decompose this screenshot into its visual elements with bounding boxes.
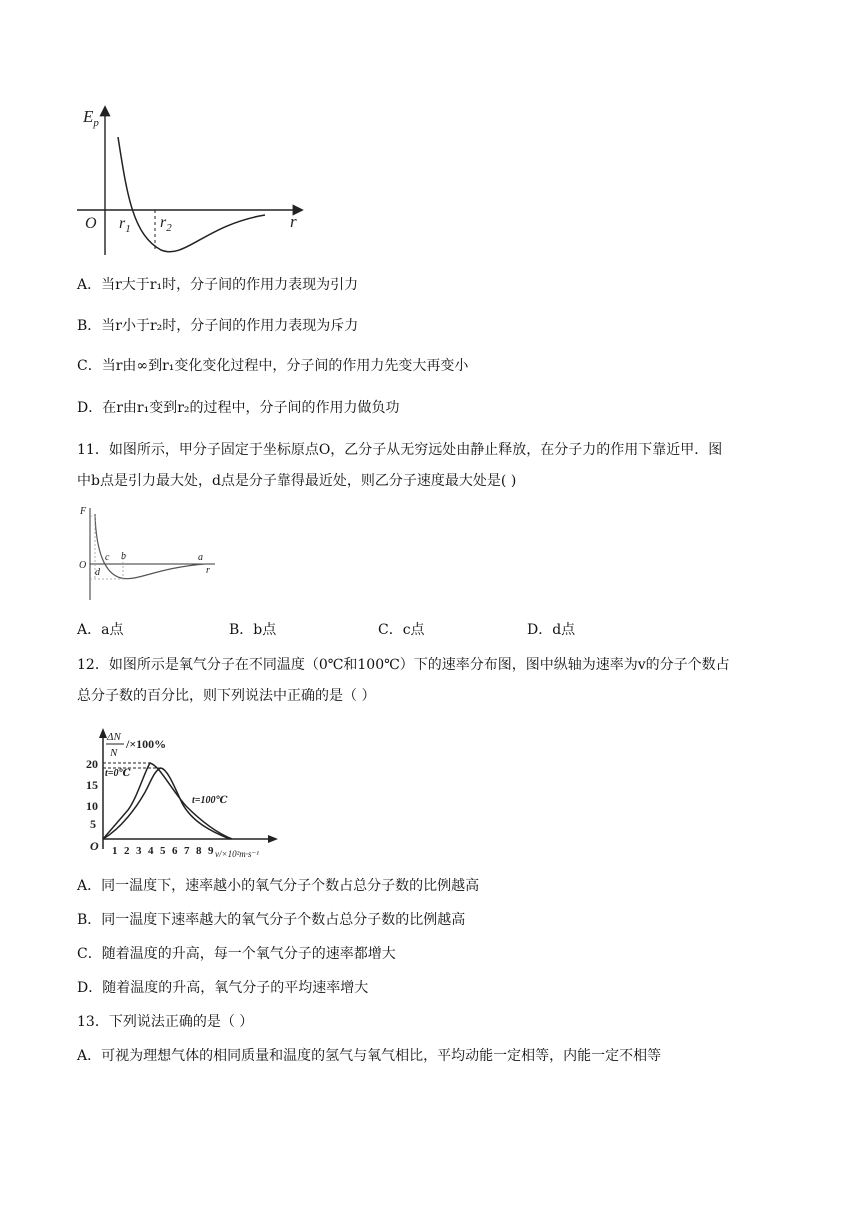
x-axis-label: v/×10²m·s⁻¹	[215, 849, 259, 859]
ytick-5: 5	[90, 817, 96, 831]
xtick-6: 6	[172, 845, 178, 857]
q12-stem-line1: 12．如图所示是氧气分子在不同温度（0℃和100℃）下的速率分布图，图中纵轴为速率为v的分子个数占	[77, 657, 730, 673]
q12-stem-line2: 总分子数的百分比，则下列说法中正确的是（ ）	[77, 688, 376, 704]
q12-option-b: B．同一温度下速率越大的氧气分子个数占总分子数的比例越高	[77, 912, 466, 928]
xtick-4: 4	[148, 845, 154, 857]
q11-option-c: C．c点	[378, 622, 425, 638]
xtick-5: 5	[160, 845, 166, 857]
q12-option-c: C．随着温度的升高，每一个氧气分子的速率都增大	[77, 946, 396, 962]
origin-o: O	[90, 839, 99, 853]
xtick-7: 7	[184, 845, 190, 857]
q12-option-d: D．随着温度的升高，氧气分子的平均速率增大	[77, 980, 369, 996]
q11-stem-line2: 中b点是引力最大处，d点是分子靠得最近处，则乙分子速度最大处是( )	[77, 473, 517, 489]
q10-option-a: A．当r大于r₁时，分子间的作用力表现为引力	[77, 277, 359, 293]
origin-label: O	[85, 215, 97, 232]
xtick-2: 2	[124, 845, 130, 857]
r-axis-label: r	[290, 212, 297, 231]
point-a-label: a	[198, 552, 203, 563]
point-b-label: b	[121, 551, 126, 562]
f-axis-label: F	[80, 506, 87, 517]
ytick-20: 20	[86, 757, 98, 771]
ep-label: $E_p$	[83, 107, 99, 129]
f-origin-label: O	[79, 560, 87, 571]
r2-label: $r_2$	[160, 214, 172, 234]
xtick-1: 1	[112, 845, 118, 857]
label-t0: t=0℃	[105, 768, 131, 779]
label-t100: t=100℃	[192, 795, 228, 806]
q10-option-d: D．在r由r₁变到r₂的过程中，分子间的作用力做负功	[77, 400, 400, 416]
q11-option-d: D．d点	[527, 622, 576, 638]
point-d-label: d	[95, 567, 100, 578]
xtick-9: 9	[208, 845, 214, 857]
q11-option-b: B．b点	[229, 622, 277, 638]
q11-option-a: A．a点	[77, 622, 124, 638]
q10-option-b: B．当r小于r₂时，分子间的作用力表现为斥力	[77, 318, 359, 334]
r-axis-label-2: r	[206, 565, 210, 576]
force-curve	[95, 514, 205, 579]
f-r-figure	[75, 502, 220, 602]
q13-stem: 13．下列说法正确的是（ ）	[77, 1014, 254, 1030]
q12-option-a: A．同一温度下，速率越小的氧气分子个数占总分子数的比例越高	[77, 878, 480, 894]
ytick-15: 15	[86, 778, 98, 792]
q11-stem-line1: 11．如图所示，甲分子固定于坐标原点O，乙分子从无穷远处由静止释放，在分子力的作用下靠近甲．图	[77, 442, 723, 458]
svg-text:N: N	[110, 747, 118, 759]
r1-label: $r_1$	[119, 215, 131, 235]
svg-text:/×100%: /×100%	[126, 737, 167, 751]
svg-text:ΔN: ΔN	[107, 731, 121, 743]
ep-curve	[118, 137, 265, 252]
xtick-3: 3	[136, 845, 142, 857]
point-c-label: c	[105, 552, 110, 563]
speed-distribution-figure	[82, 718, 287, 863]
q10-option-c: C．当r由∞到r₁变化变化过程中，分子间的作用力先变大再变小	[77, 358, 469, 374]
xtick-8: 8	[196, 845, 202, 857]
q11-options	[0, 620, 860, 640]
ytick-10: 10	[86, 799, 98, 813]
q13-option-a: A．可视为理想气体的相同质量和温度的氢气与氧气相比，平均动能一定相等，内能一定不相等	[77, 1048, 662, 1064]
ep-r-figure	[75, 100, 310, 260]
